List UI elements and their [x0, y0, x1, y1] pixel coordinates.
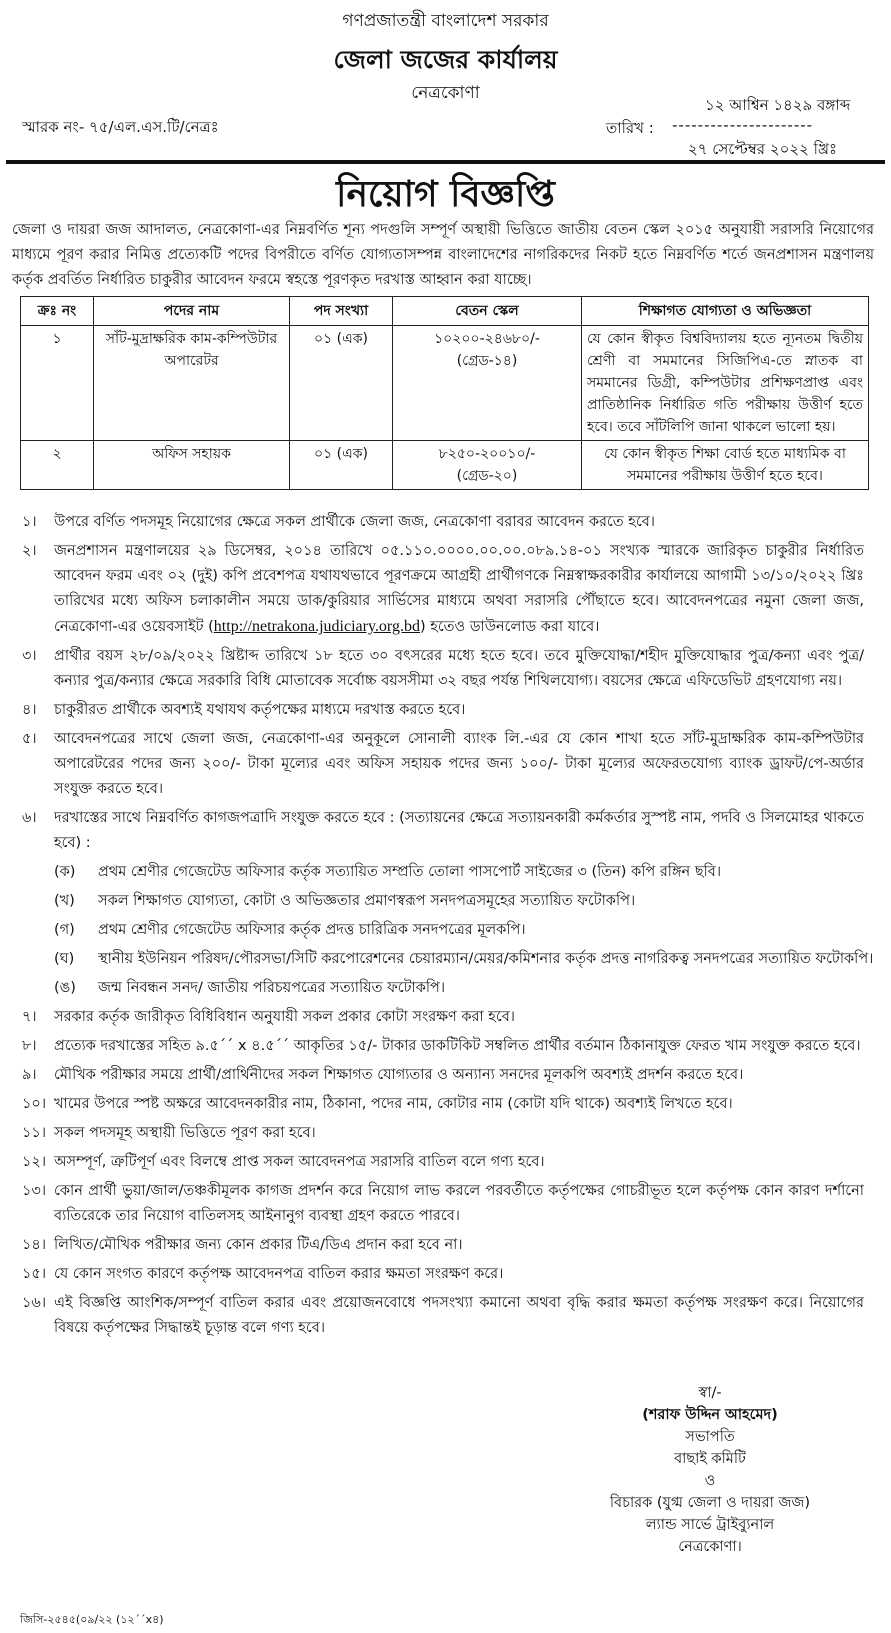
signature-block: [560, 1382, 860, 1558]
clause-text: চাকুরীরত প্রার্থীকে অবশ্যই যথাযথ কর্তৃপক্ষের মাধ্যমে দরখাস্ত করতে হবে।: [54, 702, 466, 718]
clause-13: [12, 1179, 874, 1229]
clause-number: ৯।: [22, 1067, 37, 1083]
office-heading: জেলা জজের কার্যালয়: [333, 45, 558, 74]
clause-number: ৬।: [22, 810, 37, 826]
clause-number: ২।: [22, 543, 37, 559]
clause-number: ৫।: [22, 731, 37, 747]
district-heading: নেত্রকোণা: [411, 83, 480, 103]
clause-2-text-a: জনপ্রশাসন মন্ত্রণালয়ের ২৯ ডিসেম্বর, ২০১৪ তারিখে ০৫.১১০.০০০০.০০.০০.০৮৯.১৪-০১ সংখ্যক স্মারকে জারিকৃত চাকুরীর নির্ধারিত আবেদন ফরম এবং ০২ (দুই) কপি প্রবেশপত্র যথাযথভাবে পূরণক্রমে আগ্রহী প্রার্থীগণকে নিম্নস্বাক্ষরকারীর কার্যালয়ে আগামী ১৩/১০/২০২২ খ্রিঃ তারিখের মধ্যে অফিস চলাকালীন সময়ে ডাক/কুরিয়ার সার্ভিসের মাধ্যমে অথবা সরাসরি পৌঁছাতে হবে। আবেদনপত্রের নমুনা জেলা জজ, নেত্রকোণা-এর ওয়েবসাইট (: [54, 543, 864, 635]
sub-clause-text: প্রথম শ্রেণীর গেজেটেড অফিসার কর্তৃক সত্যায়িত সম্প্রতি তোলা পাসপোর্ট সাইজের ৩ (তিন) কপি রঙ্গিন ছবি।: [98, 864, 722, 880]
signatory-role: সভাপতি: [685, 1429, 735, 1445]
clause-12: [12, 1150, 874, 1175]
clause-number: ১০।: [22, 1096, 47, 1112]
date-separator: ----------------------: [672, 116, 814, 134]
date-bangla: ১২ আশ্বিন ১৪২৯ বঙ্গাব্দ: [705, 96, 851, 114]
clause-number: ১৬।: [22, 1295, 47, 1311]
sub-clause-text: সকল শিক্ষাগত যোগ্যতা, কোটা ও অভিজ্ঞতার প্রমাণস্বরূপ সনদপত্রসমূহের সত্যায়িত ফটোকপি।: [98, 893, 636, 909]
signatory-committee: বাছাই কমিটি: [674, 1451, 746, 1467]
clause-11: [12, 1121, 874, 1146]
clause-2: [12, 539, 874, 640]
clause-7: [12, 1005, 874, 1030]
clause-2-text-b: ) হতেও ডাউনলোড করা যাবে।: [419, 619, 600, 635]
clause-14: [12, 1233, 874, 1258]
print-reference: জিসি-২৫৪৫(০৯/২২ (১২´´x৪): [20, 1613, 164, 1626]
clause-text: আবেদনপত্রের সাথে জেলা জজ, নেত্রকোণা-এর অনুকূলে সোনালী ব্যাংক লি.-এর যে কোন শাখা হতে সাঁট-মুদ্রাক্ষরিক কাম-কম্পিউটার অপারেটরের পদের জন্য ২০০/- টাকা মূল্যের এবং অফিস সহায়ক পদের জন্য ১০০/- টাকা মূল্যের অফেরতযোগ্য ব্যাংক ড্রাফট/পে-অর্ডার সংযুক্ত করতে হবে।: [54, 731, 864, 797]
cell-post-name: সাঁট-মুদ্রাক্ষরিক কাম-কম্পিউটার অপারেটর: [94, 326, 290, 441]
clause-9: [12, 1063, 874, 1088]
clause-number: ১৩।: [22, 1183, 47, 1199]
website-link[interactable]: http://netrakona.judiciary.org.bd: [213, 618, 420, 635]
cell-pay-scale: ১০২০০-২৪৬৮০/- (গ্রেড-১৪): [393, 326, 582, 441]
sub-clause-text: জন্ম নিবন্ধন সনদ/ জাতীয় পরিচয়পত্রের সত্যায়িত ফটোকপি।: [98, 980, 446, 996]
clause-number: ৪।: [22, 702, 37, 718]
clause-8: [12, 1034, 874, 1059]
notice-title: নিয়োগ বিজ্ঞপ্তি: [336, 174, 555, 215]
clause-number: ৮।: [22, 1038, 37, 1054]
sub-clause-number: (ঙ): [54, 980, 76, 996]
memo-number: স্মারক নং- ৭৫/এল.এস.টি/নেত্রঃ: [22, 118, 219, 136]
table-header-row: [21, 297, 869, 326]
header-qualification: শিক্ষাগত যোগ্যতা ও অভিজ্ঞতা: [582, 297, 869, 326]
date-label: তারিখ :: [606, 119, 654, 137]
signatory-name: (শরাফ উদ্দিন আহমেদ): [642, 1407, 778, 1423]
clause-10: [12, 1092, 874, 1117]
clause-text: লিখিত/মৌখিক পরীক্ষার জন্য কোন প্রকার টিএ/ডিএ প্রদান করা হবে না।: [54, 1237, 463, 1253]
clause-number: ৩।: [22, 648, 37, 664]
cell-post-count: ০১ (এক): [290, 441, 393, 490]
clause-text: প্রার্থীর বয়স ২৮/০৯/২০২২ খ্রিষ্টাব্দ তারিখে ১৮ হতে ৩০ বৎসরের মধ্যে হতে হবে। তবে মুক্তিযোদ্ধা/শহীদ মুক্তিযোদ্ধার পুত্র/কন্যা এবং পুত্র/কন্যার পুত্র/কন্যার ক্ষেত্রে সরকারি বিধি মোতাবেক সর্বোচ্চ বয়সসীমা ৩২ বছর পর্যন্ত শিথিলযোগ্য। বয়সের ক্ষেত্রে এফিডেভিট গ্রহণযোগ্য নয়।: [54, 648, 864, 689]
sub-clause-ka: [54, 860, 874, 885]
header-post-name: পদের নাম: [94, 297, 290, 326]
header-post-count: পদ সংখ্যা: [290, 297, 393, 326]
clause-number: ১।: [22, 514, 37, 530]
intro-paragraph: জেলা ও দায়রা জজ আদালত, নেত্রকোণা-এর নিম্নবর্ণিত শূন্য পদগুলি সম্পূর্ণ অস্থায়ী ভিত্তিতে জাতীয় বেতন স্কেল ২০১৫ অনুযায়ী সরাসরি নিয়োগের মাধ্যমে পূরণ করার নিমিত্ত প্রত্যেকটি পদের বিপরীতে বর্ণিত যোগ্যতাসম্পন্ন বাংলাদেশের নাগরিকদের নিকট হতে নিম্নবর্ণিত শর্তে জনপ্রশাসন মন্ত্রণালয় কর্তৃক প্রবর্তিত নির্ধারিত চাকুরীর আবেদন ফরমে স্বহস্তে পূরণকৃত দরখাস্ত আহ্বান করা যাচ্ছে।: [12, 222, 874, 288]
sub-clause-number: (খ): [54, 893, 75, 909]
clause-16: [12, 1291, 874, 1341]
clause-text: দরখাস্তের সাথে নিম্নবর্ণিত কাগজপত্রাদি সংযুক্ত করতে হবে : (সত্যায়নের ক্ষেত্রে সত্যায়নকারী কর্মকর্তার সুস্পষ্ট নাম, পদবি ও সিলমোহর থাকতে হবে) :: [54, 810, 864, 851]
cell-qualification: যে কোন স্বীকৃত শিক্ষা বোর্ড হতে মাধ্যমিক বা সমমানের পরীক্ষায় উত্তীর্ণ হতে হবে।: [582, 441, 869, 490]
signatory-place: নেত্রকোণা।: [678, 1539, 742, 1555]
conditions-list: [12, 510, 874, 1345]
sub-clause-gha: [54, 947, 874, 972]
cell-post-count: ০১ (এক): [290, 326, 393, 441]
government-heading: গণপ্রজাতন্ত্রী বাংলাদেশ সরকার: [342, 11, 549, 31]
clause-text: উপরে বর্ণিত পদসমূহ নিয়োগের ক্ষেত্রে সকল প্রার্থীকে জেলা জজ, নেত্রকোণা বরাবর আবেদন করতে হবে।: [54, 514, 655, 530]
table-row: [21, 441, 869, 490]
date-english: ২৭ সেপ্টেম্বর ২০২২ খ্রিঃ: [688, 140, 838, 158]
sub-clause-umo: [54, 976, 874, 1001]
header-serial: ক্রঃ নং: [21, 297, 94, 326]
table-row: [21, 326, 869, 441]
clause-text: সরকার কর্তৃক জারীকৃত বিধিবিধান অনুযায়ী সকল প্রকার কোটা সংরক্ষণ করা হবে।: [54, 1009, 515, 1025]
sub-clause-number: (ক): [54, 864, 76, 880]
clause-4: [12, 698, 874, 723]
signatory-judge-title: বিচারক (যুগ্ম জেলা ও দায়রা জজ): [609, 1495, 811, 1511]
clause-number: ১১।: [22, 1125, 47, 1141]
clause-text: খামের উপরে স্পষ্ট অক্ষরে আবেদনকারীর নাম, ঠিকানা, পদের নাম, কোটার নাম (কোটা যদি থাকে) অবশ্যই লিখতে হবে।: [54, 1096, 733, 1112]
vacancy-table: [20, 296, 869, 490]
sub-clause-ga: [54, 918, 874, 943]
cell-serial: ২: [21, 441, 94, 490]
signatory-tribunal: ল্যান্ড সার্ভে ট্রাইব্যুনাল: [645, 1517, 775, 1533]
clause-number: ১৫।: [22, 1266, 47, 1282]
clause-number: ১২।: [22, 1154, 47, 1170]
clause-3: [12, 644, 874, 694]
clause-15: [12, 1262, 874, 1287]
clause-text: এই বিজ্ঞপ্তি আংশিক/সম্পূর্ণ বাতিল করার এবং প্রয়োজনবোধে পদসংখ্যা কমানো অথবা বৃদ্ধি করার ক্ষমতা কর্তৃপক্ষ সংরক্ষণ করে। নিয়োগের বিষয়ে কর্তৃপক্ষের সিদ্ধান্তই চূড়ান্ত বলে গণ্য হবে।: [54, 1295, 864, 1336]
clause-6: [12, 806, 874, 856]
cell-serial: ১: [21, 326, 94, 441]
title-rule: [6, 160, 885, 164]
cell-qualification: যে কোন স্বীকৃত বিশ্ববিদ্যালয় হতে ন্যূনতম দ্বিতীয় শ্রেণী বা সমমানের সিজিপিএ-তে স্নাতক বা সমমানের ডিগ্রী, কম্পিউটার প্রশিক্ষণপ্রাপ্ত এবং প্রাতিষ্ঠানিক নির্ধারিত গতি পরীক্ষায় উত্তীর্ণ হতে হবে। তবে সাঁটলিপি জানা থাকলে ভালো হয়।: [582, 326, 869, 441]
cell-pay-scale: ৮২৫০-২০০১০/- (গ্রেড-২০): [393, 441, 582, 490]
clause-text: [54, 539, 874, 640]
clause-text: কোন প্রার্থী ভুয়া/জাল/তঞ্চকীমূলক কাগজ প্রদর্শন করে নিয়োগ লাভ করলে পরবর্তীতে কর্তৃপক্ষের গোচরীভূত হলে কর্তৃপক্ষ কোন কারণ দর্শানো ব্যতিরেকে তার নিয়োগ বাতিলসহ আইনানুগ ব্যবস্থা গ্রহণ করতে পারবে।: [54, 1183, 864, 1224]
clause-text: যে কোন সংগত কারণে কর্তৃপক্ষ আবেদনপত্র বাতিল করার ক্ষমতা সংরক্ষণ করে।: [54, 1266, 504, 1282]
sub-clause-text: প্রথম শ্রেণীর গেজেটেড অফিসার কর্তৃক প্রদত্ত চারিত্রিক সনদপত্রের মূলকপি।: [98, 922, 526, 938]
sub-clause-number: (ঘ): [54, 951, 75, 967]
sub-clause-number: (গ): [54, 922, 75, 938]
clause-text: মৌখিক পরীক্ষার সময়ে প্রার্থী/প্রার্থিনীদের সকল শিক্ষাগত যোগ্যতার ও অন্যান্য সনদের মূলকপি অবশ্যই প্রদর্শন করতে হবে।: [54, 1067, 744, 1083]
clause-text: অসম্পূর্ণ, ত্রুটিপূর্ণ এবং বিলম্বে প্রাপ্ত সকল আবেদনপত্র সরাসরি বাতিল বলে গণ্য হবে।: [54, 1154, 545, 1170]
signatory-and: ও: [704, 1473, 716, 1489]
header-pay-scale: বেতন স্কেল: [393, 297, 582, 326]
clause-5: [12, 727, 874, 802]
clause-number: ১৪।: [22, 1237, 47, 1253]
sub-clause-text: স্থানীয় ইউনিয়ন পরিষদ/পৌরসভা/সিটি করপোরেশনের চেয়ারম্যান/মেয়র/কমিশনার কর্তৃক প্রদত্ত নাগরিকত্ব সনদপত্রের সত্যায়িত ফটোকপি।: [98, 951, 874, 967]
cell-post-name: অফিস সহায়ক: [94, 441, 290, 490]
clause-number: ৭।: [22, 1009, 37, 1025]
clause-1: [12, 510, 874, 535]
clause-text: প্রত্যেক দরখাস্তের সহিত ৯.৫´´ x ৪.৫´´ আকৃতির ১৫/- টাকার ডাকটিকিট সম্বলিত প্রার্থীর বর্তমান ঠিকানাযুক্ত ফেরত খাম সংযুক্ত করতে হবে।: [54, 1038, 861, 1054]
signature-mark: স্বা/-: [698, 1385, 722, 1401]
sub-clause-kha: [54, 889, 874, 914]
clause-text: সকল পদসমূহ অস্থায়ী ভিত্তিতে পূরণ করা হবে।: [54, 1125, 316, 1141]
